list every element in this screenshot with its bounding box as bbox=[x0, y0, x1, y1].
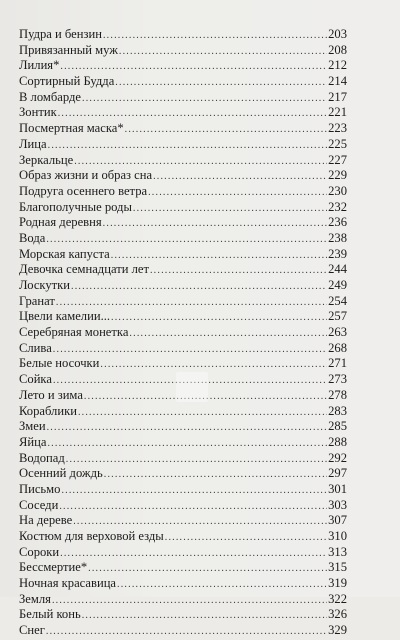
toc-entry bbox=[19, 105, 347, 121]
toc-entry bbox=[19, 513, 347, 529]
entry-title: На дереве bbox=[19, 513, 73, 528]
entry-page-number: 236 bbox=[328, 215, 347, 230]
dot-leader bbox=[46, 624, 327, 640]
dot-leader bbox=[60, 59, 327, 75]
toc-entry bbox=[19, 482, 347, 498]
toc-entry bbox=[19, 43, 347, 59]
entry-page-number: 223 bbox=[328, 121, 347, 136]
entry-page-number: 273 bbox=[328, 372, 347, 387]
dot-leader bbox=[115, 75, 327, 91]
toc-entry bbox=[19, 576, 347, 592]
dot-leader bbox=[58, 106, 327, 122]
toc-entry bbox=[19, 278, 347, 294]
dot-leader bbox=[111, 248, 327, 264]
entry-title: Лилия* bbox=[19, 58, 60, 73]
entry-title: Змеи bbox=[19, 419, 46, 434]
toc-entry bbox=[19, 545, 347, 561]
dot-leader bbox=[71, 279, 327, 295]
entry-title: В ломбарде bbox=[19, 89, 81, 104]
entry-page-number: 303 bbox=[328, 497, 347, 512]
entry-page-number: 212 bbox=[328, 58, 347, 73]
toc-entry bbox=[19, 341, 347, 357]
dot-leader bbox=[47, 436, 327, 452]
entry-title: Костюм для верховой езды bbox=[19, 529, 164, 543]
entry-page-number: 271 bbox=[328, 356, 347, 371]
entry-page-number: 225 bbox=[328, 136, 347, 151]
dot-leader bbox=[53, 342, 327, 358]
toc-entry bbox=[19, 419, 347, 435]
dot-leader bbox=[129, 326, 327, 342]
entry-title: Девочка семнадцати лет bbox=[19, 262, 149, 277]
entry-title: Лето и зима bbox=[19, 387, 83, 402]
entry-page-number: 278 bbox=[328, 387, 347, 402]
dot-leader bbox=[153, 169, 327, 185]
watermark bbox=[176, 372, 208, 402]
entry-title: Родная деревня bbox=[19, 215, 102, 230]
entry-title: Серебряная монетка bbox=[19, 325, 129, 340]
entry-page-number: 322 bbox=[328, 591, 347, 606]
entry-page-number: 232 bbox=[328, 199, 347, 214]
dot-leader bbox=[117, 577, 327, 593]
toc-entry bbox=[19, 200, 347, 216]
toc-entry bbox=[19, 560, 347, 576]
entry-page-number: 214 bbox=[328, 74, 347, 89]
toc-entry bbox=[19, 231, 347, 247]
entry-title: Бессмертие* bbox=[19, 560, 88, 575]
dot-leader bbox=[61, 483, 327, 499]
entry-page-number: 203 bbox=[328, 27, 347, 41]
entry-title: Подруга осеннего ветра bbox=[19, 183, 148, 198]
dot-leader bbox=[66, 452, 327, 468]
entry-title: Яйца bbox=[19, 434, 47, 449]
entry-title: Сортирный Будда bbox=[19, 74, 115, 89]
toc-entry bbox=[19, 607, 347, 623]
dot-leader bbox=[133, 201, 327, 217]
entry-title: Ночная красавица bbox=[19, 576, 117, 591]
dot-leader bbox=[48, 138, 327, 154]
dot-leader bbox=[78, 405, 327, 421]
dot-leader bbox=[47, 420, 328, 436]
entry-title: Земля bbox=[19, 591, 51, 606]
entry-title: Кораблики bbox=[19, 403, 77, 418]
toc-entry bbox=[19, 451, 347, 467]
entry-title: Морская капуста bbox=[19, 246, 110, 261]
entry-title: Зеркальце bbox=[19, 152, 74, 167]
entry-title: Пудра и бензин bbox=[19, 27, 102, 41]
toc-entry bbox=[19, 356, 347, 372]
dot-leader bbox=[119, 44, 327, 60]
entry-page-number: 288 bbox=[328, 434, 347, 449]
dot-leader bbox=[148, 185, 327, 201]
toc-entry bbox=[19, 325, 347, 341]
toc-entry bbox=[19, 153, 347, 169]
toc-entry bbox=[19, 90, 347, 106]
dot-leader bbox=[104, 467, 327, 483]
entry-page-number: 326 bbox=[328, 607, 347, 622]
entry-page-number: 315 bbox=[328, 560, 347, 575]
toc-entry bbox=[19, 74, 347, 90]
entry-page-number: 229 bbox=[328, 168, 347, 183]
toc-entry bbox=[19, 498, 347, 514]
entry-title: Привязанный муж bbox=[19, 42, 118, 57]
table-of-contents bbox=[19, 27, 347, 639]
entry-page-number: 263 bbox=[328, 325, 347, 340]
entry-page-number: 221 bbox=[328, 105, 347, 120]
entry-title: Цвели камелии... bbox=[19, 309, 111, 324]
entry-page-number: 254 bbox=[328, 293, 347, 308]
entry-page-number: 313 bbox=[328, 544, 347, 559]
entry-page-number: 227 bbox=[328, 152, 347, 167]
entry-title: Зонтик bbox=[19, 105, 57, 120]
dot-leader bbox=[165, 530, 327, 546]
toc-entry bbox=[19, 168, 347, 184]
toc-entry bbox=[19, 466, 347, 482]
entry-title: Лоскутки bbox=[19, 278, 71, 292]
toc-entry bbox=[19, 137, 347, 153]
toc-entry bbox=[19, 58, 347, 74]
entry-title: Образ жизни и образ сна bbox=[19, 168, 153, 183]
entry-title: Водопад bbox=[19, 450, 65, 465]
toc-entry bbox=[19, 294, 347, 310]
entry-title: Осенний дождь bbox=[19, 466, 103, 481]
entry-title: Сойка bbox=[19, 372, 52, 387]
dot-leader bbox=[60, 546, 327, 562]
toc-entry bbox=[19, 184, 347, 200]
dot-leader bbox=[88, 561, 327, 577]
toc-entry bbox=[19, 215, 347, 231]
entry-title: Сороки bbox=[19, 544, 60, 559]
entry-page-number: 297 bbox=[328, 466, 347, 481]
toc-entry bbox=[19, 435, 347, 451]
toc-entry bbox=[19, 262, 347, 278]
entry-title: Вода bbox=[19, 230, 46, 245]
entry-page-number: 283 bbox=[328, 403, 347, 418]
dot-leader bbox=[52, 593, 327, 609]
entry-page-number: 301 bbox=[328, 481, 347, 496]
entry-page-number: 310 bbox=[328, 529, 347, 543]
toc-entry bbox=[19, 247, 347, 263]
entry-title: Белые носочки bbox=[19, 356, 100, 371]
dot-leader bbox=[103, 28, 327, 44]
entry-page-number: 208 bbox=[328, 42, 347, 57]
dot-leader bbox=[111, 310, 327, 326]
dot-leader bbox=[100, 357, 327, 373]
entry-page-number: 257 bbox=[328, 309, 347, 324]
entry-page-number: 285 bbox=[328, 419, 347, 434]
dot-leader bbox=[103, 216, 327, 232]
toc-entry bbox=[19, 592, 347, 608]
entry-title: Посмертная маска* bbox=[19, 121, 124, 136]
entry-title: Снег bbox=[19, 623, 45, 638]
entry-title: Слива bbox=[19, 340, 52, 355]
entry-title: Гранат bbox=[19, 293, 55, 308]
dot-leader bbox=[150, 263, 327, 279]
toc-entry bbox=[19, 529, 347, 545]
toc-entry bbox=[19, 121, 347, 137]
entry-page-number: 329 bbox=[328, 623, 347, 638]
entry-page-number: 217 bbox=[328, 89, 347, 104]
entry-page-number: 319 bbox=[328, 576, 347, 591]
toc-entry bbox=[19, 623, 347, 639]
entry-title: Лица bbox=[19, 136, 47, 151]
dot-leader bbox=[74, 154, 327, 170]
entry-title: Письмо bbox=[19, 481, 61, 496]
dot-leader bbox=[82, 608, 327, 624]
entry-page-number: 249 bbox=[328, 278, 347, 292]
entry-title: Соседи bbox=[19, 497, 59, 512]
entry-title: Белый конь bbox=[19, 607, 81, 622]
toc-entry bbox=[19, 404, 347, 420]
dot-leader bbox=[125, 122, 327, 138]
entry-page-number: 239 bbox=[328, 246, 347, 261]
entry-title: Благополучные роды bbox=[19, 199, 132, 214]
entry-page-number: 292 bbox=[328, 450, 347, 465]
dot-leader bbox=[82, 91, 327, 107]
entry-page-number: 230 bbox=[328, 183, 347, 198]
dot-leader bbox=[73, 514, 327, 530]
entry-page-number: 244 bbox=[328, 262, 347, 277]
entry-page-number: 307 bbox=[328, 513, 347, 528]
dot-leader bbox=[59, 499, 327, 515]
dot-leader bbox=[56, 295, 327, 311]
entry-page-number: 268 bbox=[328, 340, 347, 355]
toc-entry bbox=[19, 27, 347, 43]
toc-entry bbox=[19, 309, 347, 325]
entry-page-number: 238 bbox=[328, 230, 347, 245]
dot-leader bbox=[46, 232, 327, 248]
